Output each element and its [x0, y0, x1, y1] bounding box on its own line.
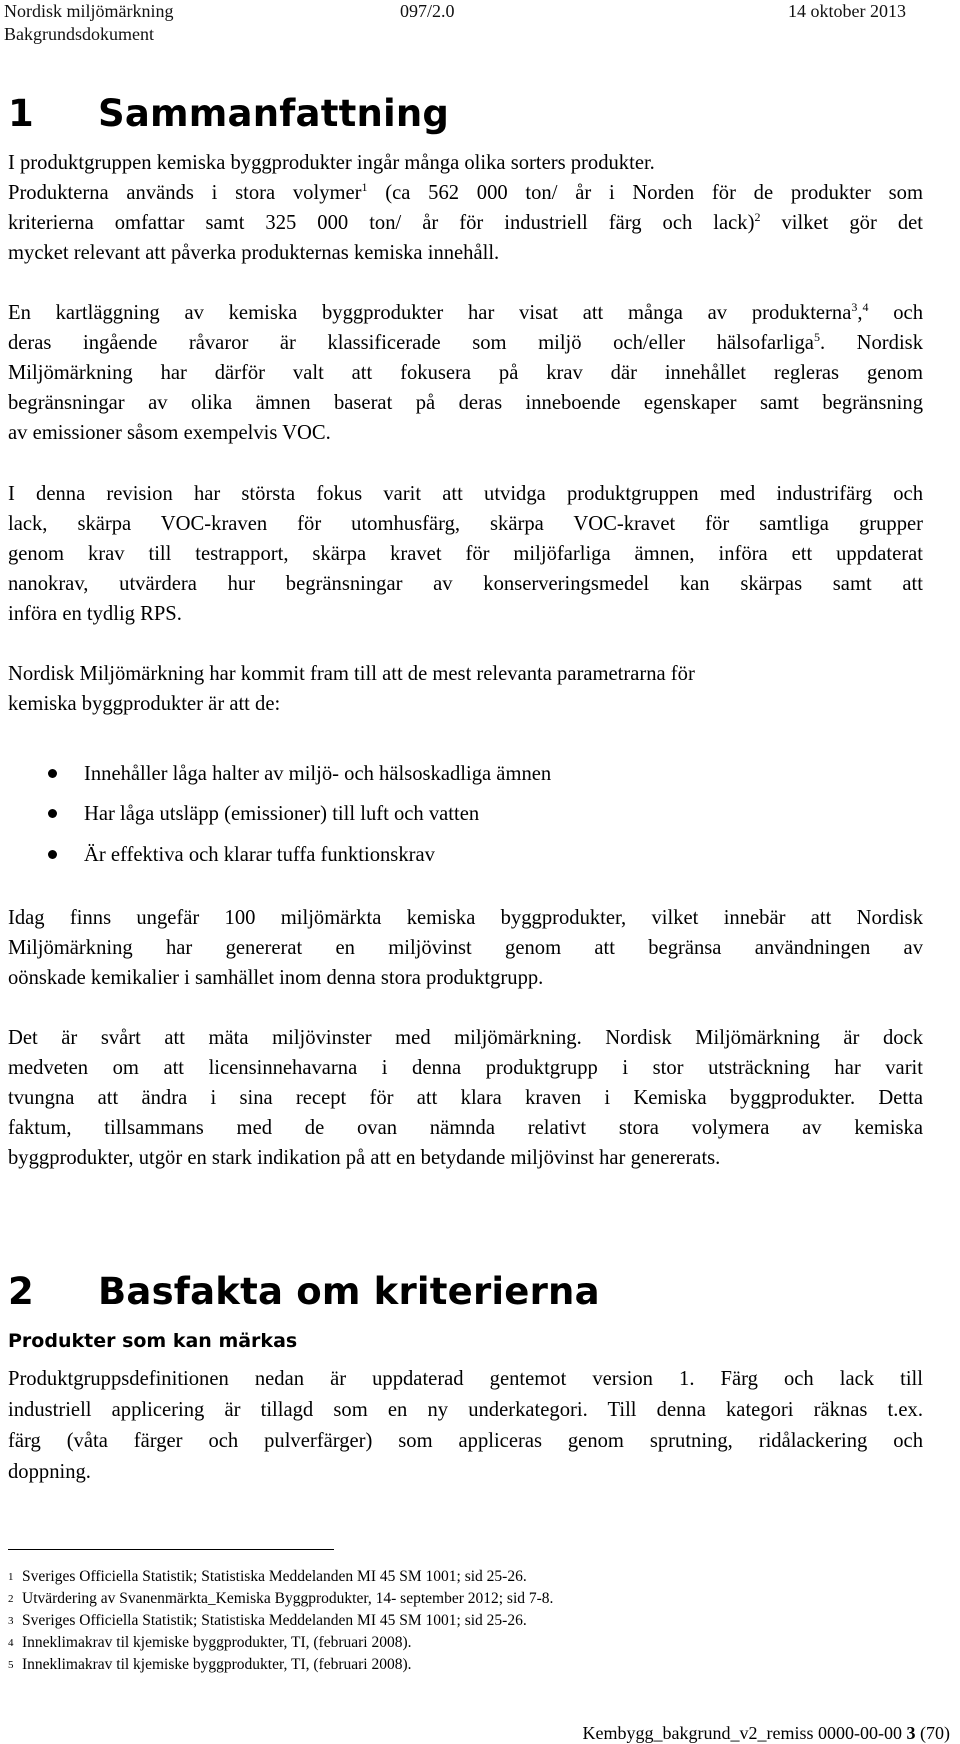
s1-p6-line-2: medveten om att licensinnehavarna i denna produktgrupp i stor utsträckning har varit — [8, 1057, 923, 1079]
header-doc-number: 097/2.0 — [400, 1, 455, 21]
section-2-subtitle: Produkter som kan märkas — [8, 1330, 298, 1352]
footnote-ref-2: 2 — [754, 210, 761, 225]
s1-p6-line-5: byggprodukter, utgör en stark indikation på att en betydande miljövinst har genererats. — [8, 1147, 721, 1169]
s1-p6-line-1: Det är svårt att mäta miljövinster med miljömärkning. Nordisk Miljömärkning är dock — [8, 1027, 923, 1049]
s1-p3-line-2: lack, skärpa VOC-kraven för utomhusfärg, skärpa VOC-kravet för samtliga grupper — [8, 513, 923, 535]
s1-p5-line-1: Idag finns ungefär 100 miljömärkta kemiska byggprodukter, vilket innebär att Nordisk — [8, 907, 923, 929]
s1-p1-line-4: mycket relevant att påverka produkternas kemiska innehåll. — [8, 242, 500, 264]
s1-p5-line-3: oönskade kemikalier i samhället inom denna stora produktgrupp. — [8, 967, 544, 989]
s1-p1-line-1: I produktgruppen kemiska byggprodukter ingår många olika sorters produkter. — [8, 152, 655, 174]
footer-page-number: 3 — [906, 1723, 916, 1743]
section-1-heading — [8, 92, 449, 135]
section-1-number: 1 — [8, 92, 34, 135]
s1-p4-line-1: Nordisk Miljömärkning har kommit fram till att de mest relevanta parametrarna för — [8, 663, 695, 685]
section-2-heading — [8, 1270, 600, 1313]
s1-p3-line-3: genom krav till testrapport, skärpa kravet för miljöfarliga ämnen, införa ett uppdaterat — [8, 543, 923, 565]
footnote-ref-5: 5 — [813, 330, 820, 345]
s2-p1-line-4: doppning. — [8, 1461, 91, 1483]
s1-p4-line-2: kemiska byggprodukter är att de: — [8, 693, 281, 715]
s2-p1-line-1: Produktgruppsdefinitionen nedan är uppdaterad gentemot version 1. Färg och lack till — [8, 1368, 923, 1390]
page-footer — [583, 1723, 950, 1744]
s1-p2-line-3: Miljömärkning har därför valt att fokusera på krav där innehållet regleras genom — [8, 362, 923, 384]
header-org: Nordisk miljömärkning — [4, 1, 174, 21]
footnote-1: 1 Sveriges Officiella Statistik; Statistiska Meddelanden MI 45 SM 1001; sid 25-26. — [8, 1568, 527, 1585]
s1-p3-line-1: I denna revision har största fokus varit att utvidga produktgruppen med industrifärg och — [8, 483, 923, 505]
section-1-title: Sammanfattning — [98, 92, 450, 135]
bullet-marker — [48, 769, 57, 778]
bullet-marker — [48, 809, 57, 818]
s1-p2-line-5: av emissioner såsom exempelvis VOC. — [8, 422, 331, 444]
s1-p2-line-2: deras ingående råvaror är klassificerade som miljö och/eller hälsofarliga$^5$. Nordisk — [8, 330, 923, 354]
section-2-number: 2 — [8, 1270, 34, 1313]
s1-p5-line-2: Miljömärkning har genererat en miljövinst genom att begränsa användningen av — [8, 937, 923, 959]
s1-p3-line-4: nanokrav, utvärdera hur begränsningar av konserveringsmedel kan skärpas samt att — [8, 573, 923, 595]
s2-p1-line-2: industriell applicering är tillagd som en ny underkategori. Till denna kategori räknas t.ex. — [8, 1399, 923, 1421]
s1-p2-line-1: En kartläggning av kemiska byggprodukter har visat att många av produkterna$^3$,$^4$ och — [8, 300, 923, 324]
footnote-3: 3 Sveriges Officiella Statistik; Statistiska Meddelanden MI 45 SM 1001; sid 25-26. — [8, 1612, 527, 1629]
header-doc-type: Bakgrundsdokument — [4, 24, 154, 44]
footnote-separator — [8, 1549, 334, 1550]
s1-p1-line-2: Produkterna används i stora volymer$^1$ (ca 562 000 ton/ år i Norden för de produkter som — [8, 180, 923, 204]
s1-p6-line-4: faktum, tillsammans med de ovan nämnda relativt stora volymera av kemiska — [8, 1117, 923, 1139]
footer-page-total: (70) — [920, 1723, 950, 1743]
section-2-title: Basfakta om kriterierna — [98, 1270, 600, 1313]
bullet-item-3: Är effektiva och klarar tuffa funktionskrav — [84, 844, 435, 866]
s1-p2-line-4: begränsningar av olika ämnen baserat på deras inneboende egenskaper samt begränsning — [8, 392, 923, 414]
footer-filename: Kembygg_bakgrund_v2_remiss 0000-00-00 — [582, 1723, 902, 1743]
s1-p1-line-3: kriterierna omfattar samt 325 000 ton/ år för industriell färg och lack)$^2$ vilket gör det — [8, 210, 923, 234]
bullet-marker — [48, 850, 57, 859]
footnote-ref-4: 4 — [862, 300, 869, 315]
bullet-item-1: Innehåller låga halter av miljö- och hälsoskadliga ämnen — [84, 763, 552, 785]
s2-p1-line-3: färg (våta färger och pulverfärger) som appliceras genom sprutning, ridålackering och — [8, 1430, 923, 1452]
s1-p3-line-5: införa en tydlig RPS. — [8, 603, 182, 625]
s1-p6-line-3: tvungna att ändra i sina recept för att klara kraven i Kemiska byggprodukter. Detta — [8, 1087, 923, 1109]
footnote-5: 5 Inneklimakrav til kjemiske byggprodukter, TI, (februari 2008). — [8, 1656, 412, 1673]
footnote-2: 2 Utvärdering av Svanenmärkta_Kemiska Byggprodukter, 14- september 2012; sid 7-8. — [8, 1590, 554, 1607]
footnote-ref-1: 1 — [361, 180, 368, 195]
bullet-item-2: Har låga utsläpp (emissioner) till luft och vatten — [84, 803, 480, 825]
footnote-ref-3: 3 — [851, 300, 858, 315]
footnote-4: 4 Inneklimakrav til kjemiske byggprodukter, TI, (februari 2008). — [8, 1634, 412, 1651]
header-date: 14 oktober 2013 — [788, 1, 906, 21]
